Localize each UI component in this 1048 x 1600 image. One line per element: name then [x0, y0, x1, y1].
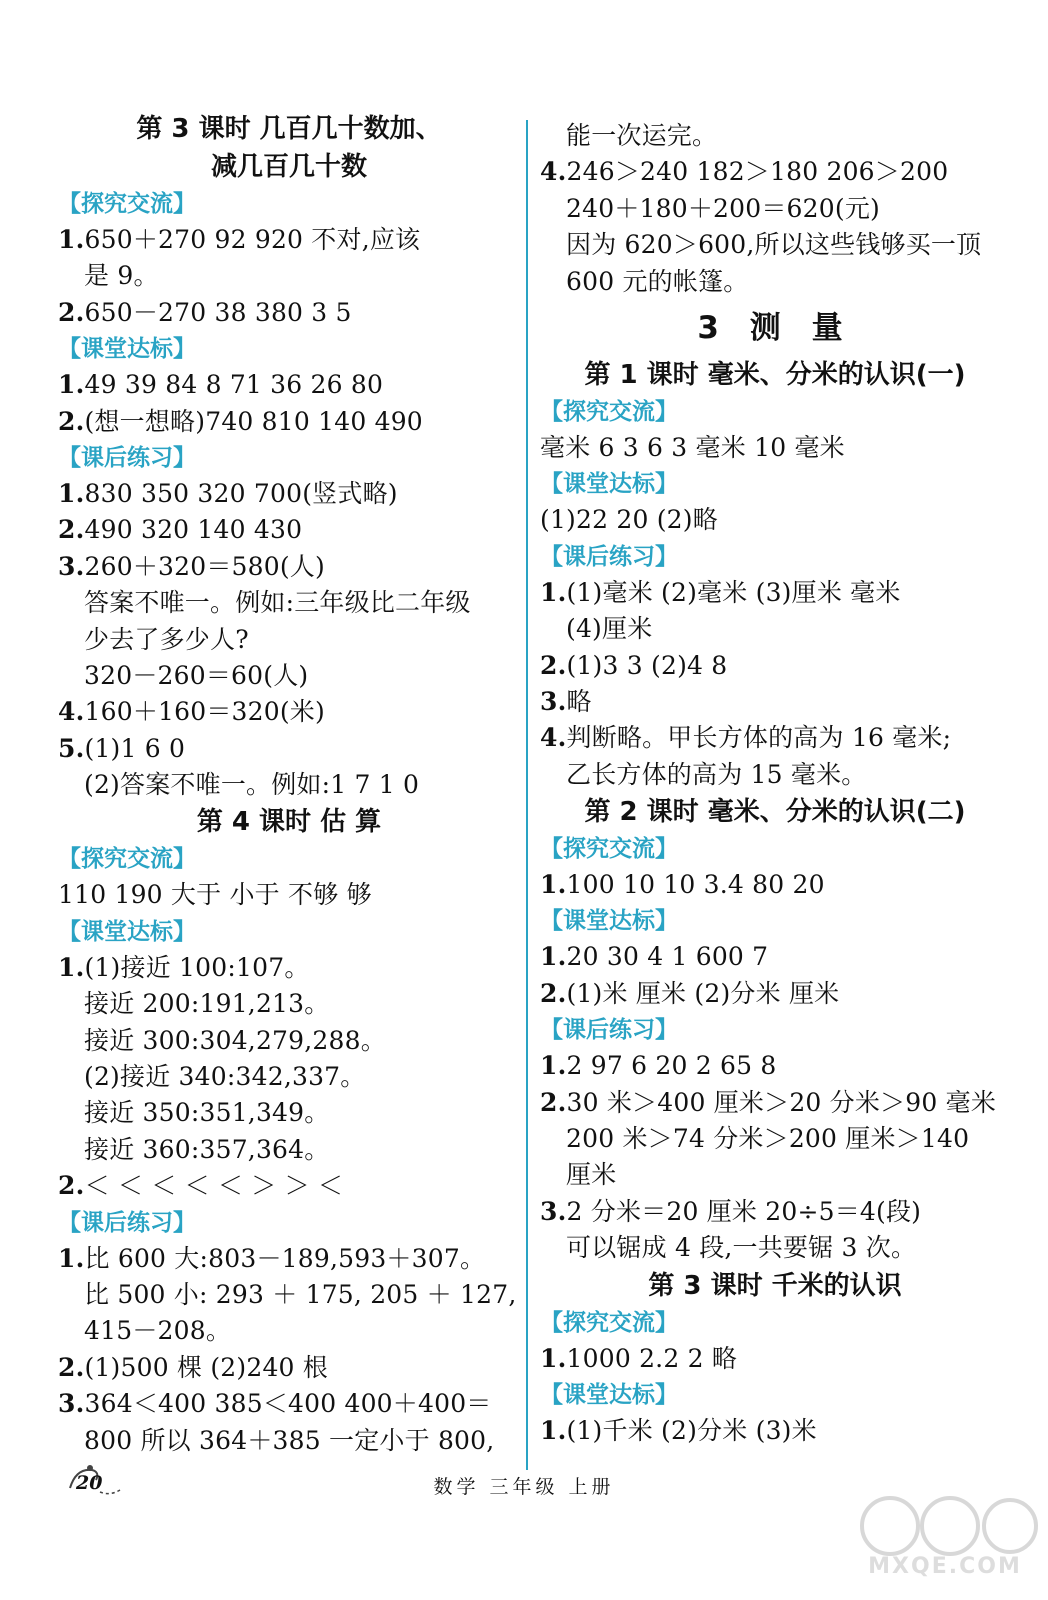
- answer-item: [540, 939, 1010, 975]
- item-number: 4.: [540, 723, 567, 753]
- page-number: 20: [76, 1472, 103, 1494]
- answer-item: [58, 950, 520, 986]
- section-tag: 【课堂达标】: [540, 908, 678, 935]
- answer-item: [58, 404, 520, 440]
- answer-line: 毫米 6 3 6 3 毫米 10 毫米: [540, 432, 845, 462]
- section-tag: 【课后练习】: [540, 1017, 678, 1044]
- answer-item: [58, 222, 520, 258]
- item-number: 4.: [540, 157, 567, 187]
- item-number: 1.: [58, 1243, 85, 1273]
- section-heading: 第 4 课时 估 算: [196, 807, 382, 838]
- item-text: (想一想略)740 810 140 490: [84, 406, 423, 436]
- answer-continuation: 乙长方体的高为 15 毫米。: [566, 759, 867, 789]
- answer-item: [58, 1168, 520, 1204]
- section-tag: 【课堂达标】: [540, 471, 678, 498]
- item-text: (1)500 棵 (2)240 根: [84, 1352, 329, 1382]
- answer-continuation: 320－260＝60(人): [84, 660, 309, 690]
- answer-continuation: (2)答案不唯一。例如:1 7 1 0: [84, 770, 420, 800]
- answer-continuation: 接近 200:191,213。: [84, 989, 330, 1019]
- item-text: 比 600 大:803－189,593＋307。: [84, 1243, 486, 1273]
- watermark: [850, 1488, 1040, 1598]
- answer-item: [58, 295, 520, 331]
- answer-continuation: 接近 300:304,279,288。: [84, 1025, 386, 1055]
- item-number: 2.: [58, 1171, 85, 1201]
- answer-line: (1)22 20 (2)略: [540, 505, 718, 535]
- answer-continuation: 是 9。: [84, 261, 159, 291]
- item-text: 650－270 38 380 3 5: [84, 297, 352, 327]
- answer-item: [540, 1413, 1010, 1449]
- section-heading: 第 1 课时 毫米、分米的认识(一): [584, 359, 966, 390]
- answer-item: [58, 731, 520, 767]
- answer-continuation: 少去了多少人?: [84, 624, 249, 654]
- item-number: 2.: [58, 297, 85, 327]
- answer-continuation: 因为 620＞600,所以这些钱够买一顶: [566, 230, 982, 260]
- left-column: [58, 110, 520, 1459]
- answer-item: [540, 684, 1010, 720]
- answer-continuation: 答案不唯一。例如:三年级比二年级: [84, 588, 471, 618]
- item-text: ＜ ＜ ＜ ＜ ＜ ＞ ＞ ＜: [84, 1171, 344, 1201]
- item-text: 364＜400 385＜400 400＋400＝: [84, 1389, 492, 1419]
- answer-item: [58, 1350, 520, 1386]
- answer-item: [58, 367, 520, 403]
- section-tag: 【课堂达标】: [58, 918, 196, 945]
- item-text: (1)千米 (2)分米 (3)米: [566, 1415, 817, 1445]
- item-number: 1.: [540, 870, 567, 900]
- answer-item: [540, 1194, 1010, 1230]
- answer-item: [540, 1341, 1010, 1377]
- item-number: 2.: [540, 1087, 567, 1117]
- item-number: 3.: [58, 551, 85, 581]
- item-text: 30 米＞400 厘米＞20 分米＞90 毫米: [566, 1087, 997, 1117]
- section-heading: 第 2 课时 毫米、分米的认识(二): [584, 797, 966, 828]
- item-text: (1)接近 100:107。: [84, 952, 310, 982]
- answer-item: [540, 648, 1010, 684]
- section-tag: 【探究交流】: [540, 1309, 678, 1336]
- item-text: 49 39 84 8 71 36 26 80: [84, 370, 384, 400]
- item-text: (1)3 3 (2)4 8: [566, 650, 728, 680]
- item-text: 2 97 6 20 2 65 8: [566, 1051, 777, 1081]
- item-text: (1)毫米 (2)毫米 (3)厘米 毫米: [566, 577, 901, 607]
- section-tag: 【课后练习】: [58, 444, 196, 471]
- item-text: 判断略。甲长方体的高为 16 毫米;: [566, 723, 952, 753]
- chapter-title: 3 测 量: [697, 309, 853, 346]
- item-text: 650＋270 92 920 不对,应该: [84, 225, 421, 254]
- section-tag: 【课堂达标】: [540, 1381, 678, 1408]
- answer-continuation: 800 所以 364＋385 一定小于 800,: [84, 1425, 495, 1455]
- answer-item: [540, 575, 1010, 611]
- item-number: 1.: [540, 1415, 567, 1445]
- item-number: 3.: [540, 1196, 567, 1226]
- answer-continuation: 能一次运完。: [566, 121, 718, 150]
- answer-continuation: 厘米: [566, 1160, 617, 1190]
- item-number: 2.: [540, 650, 567, 680]
- watermark-logo-icon: [850, 1488, 1040, 1558]
- section-tag: 【课堂达标】: [58, 336, 196, 363]
- item-number: 3.: [58, 1389, 85, 1419]
- item-text: 2 分米＝20 厘米 20÷5＝4(段): [566, 1196, 922, 1226]
- item-number: 1.: [58, 370, 85, 400]
- item-number: 2.: [540, 978, 567, 1008]
- answer-continuation: 可以锯成 4 段,一共要锯 3 次。: [566, 1233, 917, 1263]
- item-text: 1000 2.2 2 略: [566, 1343, 738, 1373]
- item-number: 1.: [58, 952, 85, 982]
- item-text: 160＋160＝320(米): [84, 697, 325, 727]
- item-text: 20 30 4 1 600 7: [566, 942, 769, 972]
- answer-item: [540, 154, 1010, 190]
- item-text: 830 350 320 700(竖式略): [84, 478, 398, 508]
- section-heading: 减几百几十数: [210, 152, 367, 182]
- item-number: 1.: [540, 942, 567, 972]
- section-tag: 【探究交流】: [58, 846, 196, 873]
- answer-item: [540, 1085, 1010, 1121]
- answer-continuation: (4)厘米: [566, 614, 653, 644]
- answer-item: [58, 549, 520, 585]
- section-heading: 第 3 课时 几百几十数加、: [136, 114, 442, 144]
- item-number: 1.: [58, 225, 85, 254]
- item-number: 3.: [540, 686, 567, 716]
- answer-item: [540, 867, 1010, 903]
- answer-item: [58, 1386, 520, 1422]
- right-column: [540, 118, 1010, 1449]
- answer-continuation: 接近 360:357,364。: [84, 1134, 330, 1164]
- answer-continuation: 比 500 小: 293 ＋ 175, 205 ＋ 127,: [84, 1279, 517, 1309]
- answer-item: [58, 694, 520, 730]
- watermark-text: MXQE.COM: [868, 1554, 1022, 1579]
- item-number: 2.: [58, 515, 85, 545]
- item-text: 246＞240 182＞180 206＞200: [566, 157, 949, 187]
- section-tag: 【探究交流】: [540, 836, 678, 863]
- item-number: 1.: [540, 1051, 567, 1081]
- column-divider: [526, 120, 528, 1470]
- answer-item: [540, 1048, 1010, 1084]
- section-heading: 第 3 课时 千米的认识: [648, 1270, 902, 1301]
- answer-item: [540, 720, 1010, 756]
- section-tag: 【探究交流】: [540, 398, 678, 425]
- item-number: 1.: [540, 577, 567, 607]
- item-number: 2.: [58, 1352, 85, 1382]
- section-tag: 【探究交流】: [58, 191, 196, 217]
- section-tag: 【课后练习】: [540, 543, 678, 570]
- item-number: 1.: [540, 1343, 567, 1373]
- answer-continuation: 600 元的帐篷。: [566, 266, 749, 296]
- item-number: 2.: [58, 406, 85, 436]
- answer-line: 110 190 大于 小于 不够 够: [58, 880, 372, 910]
- answer-continuation: 415－208。: [84, 1316, 232, 1346]
- answer-item: [58, 476, 520, 512]
- item-text: 260＋320＝580(人): [84, 551, 325, 581]
- answer-item: [58, 512, 520, 548]
- item-number: 5.: [58, 733, 85, 763]
- item-text: 略: [566, 686, 592, 716]
- item-text: (1)米 厘米 (2)分米 厘米: [566, 978, 840, 1008]
- answer-continuation: 200 米＞74 分米＞200 厘米＞140: [566, 1124, 970, 1154]
- footer-subject: 数学 三年级 上册: [433, 1476, 615, 1498]
- answer-continuation: 240＋180＋200＝620(元): [566, 193, 880, 223]
- answer-item: [540, 976, 1010, 1012]
- item-text: 100 10 10 3.4 80 20: [566, 870, 825, 900]
- item-text: 490 320 140 430: [84, 515, 303, 545]
- answer-continuation: 接近 350:351,349。: [84, 1098, 330, 1128]
- item-text: (1)1 6 0: [84, 733, 186, 763]
- item-number: 1.: [58, 478, 85, 508]
- answer-continuation: (2)接近 340:342,337。: [84, 1062, 366, 1092]
- item-number: 4.: [58, 697, 85, 727]
- answer-item: [58, 1241, 520, 1277]
- section-tag: 【课后练习】: [58, 1209, 196, 1236]
